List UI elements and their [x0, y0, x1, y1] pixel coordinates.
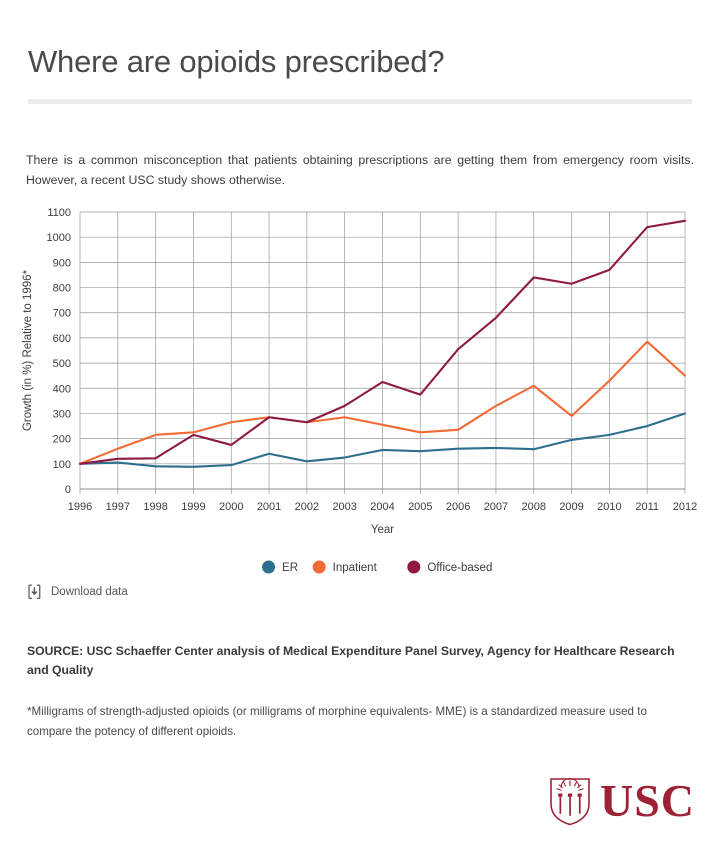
y-axis-tick-label: 100	[52, 458, 71, 471]
x-axis-tick-label: 2005	[408, 501, 433, 513]
intro-paragraph: There is a common misconception that patients obtaining prescriptions are getting them from emergency room visits. However, a recent USC study shows otherwise.	[26, 153, 694, 188]
legend-swatch-office-based	[407, 561, 420, 574]
x-axis-tick-label: 2010	[597, 501, 622, 513]
line-chart	[0, 196, 720, 596]
x-axis-tick-label: 2000	[219, 501, 244, 513]
x-axis-tick-label: 1996	[67, 501, 93, 513]
y-axis-tick-label: 200	[52, 433, 71, 446]
usc-logo	[548, 776, 695, 826]
y-axis-tick-label: 1100	[47, 207, 71, 219]
x-axis-tick-label: 2008	[521, 501, 546, 513]
source-note: SOURCE: USC Schaeffer Center analysis of Medical Expenditure Panel Survey, Agency for Healthcare Research and Quality	[27, 644, 675, 678]
x-axis-tick-label: 2006	[445, 501, 471, 513]
y-axis-tick-label: 300	[52, 408, 71, 421]
footnote-note: *Milligrams of strength-adjusted opioids (or milligrams of morphine equivalents- MME) is a standardized measure used to compare the potency of different opioids.	[27, 704, 647, 738]
legend-label-office-based: Office-based	[427, 562, 493, 574]
legend-label-er: ER	[282, 562, 299, 574]
y-axis-tick-label: 800	[52, 282, 71, 295]
download-data-label: Download data	[51, 586, 128, 598]
y-axis-tick-label: 1000	[46, 232, 71, 245]
header-divider	[28, 99, 692, 104]
chart-svg	[0, 196, 720, 596]
page-title: Where are opioids prescribed?	[28, 43, 445, 79]
y-axis-tick-label: 500	[52, 358, 71, 371]
x-axis-tick-label: 2012	[672, 501, 698, 513]
x-axis-tick-label: 2011	[635, 501, 660, 513]
y-axis-tick-label: 600	[52, 332, 71, 345]
x-axis-tick-label: 2007	[483, 501, 509, 513]
y-axis-title: Growth (in %) Relative to 1996*	[22, 269, 34, 432]
x-axis-tick-label: 2002	[294, 501, 320, 513]
x-axis-tick-label: 2001	[256, 501, 282, 513]
y-axis-tick-label: 700	[52, 307, 71, 320]
y-axis-tick-label: 900	[52, 257, 71, 270]
usc-logo-text: USC	[600, 775, 696, 826]
x-axis-title: Year	[370, 524, 395, 536]
legend-swatch-er	[262, 561, 275, 574]
download-data-link[interactable]	[27, 584, 128, 600]
legend-swatch-inpatient	[313, 561, 326, 574]
download-icon	[27, 584, 42, 600]
x-axis-tick-label: 2003	[332, 501, 357, 513]
y-axis-tick-label: 0	[64, 484, 71, 496]
x-axis-tick-label: 1999	[181, 501, 206, 513]
x-axis-tick-label: 1998	[143, 501, 168, 513]
legend-label-inpatient: Inpatient	[332, 562, 377, 574]
x-axis-tick-label: 1997	[105, 501, 131, 513]
x-axis-tick-label: 2009	[559, 501, 584, 513]
x-axis-tick-label: 2004	[370, 501, 395, 513]
y-axis-tick-label: 400	[52, 383, 71, 396]
usc-shield-icon	[548, 776, 592, 826]
